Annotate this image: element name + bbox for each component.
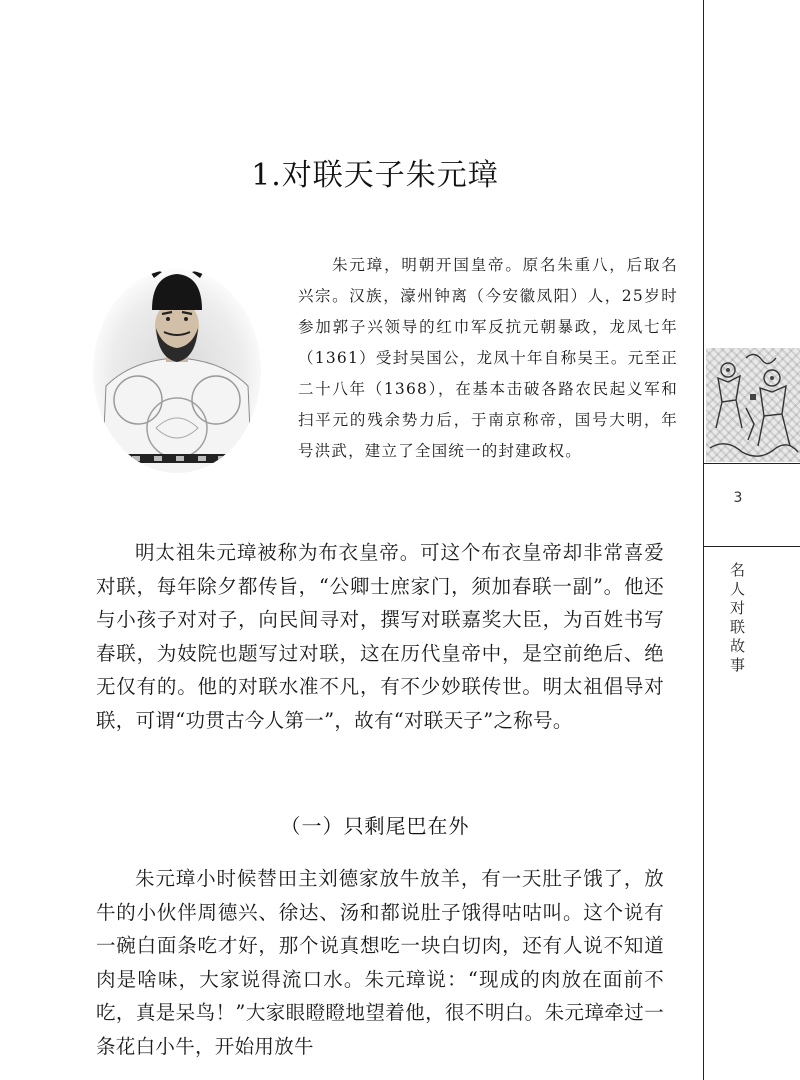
section-heading: （一）只剩尾巴在外 — [280, 814, 470, 838]
margin-rule-bottom — [703, 546, 800, 547]
margin-rule-top — [703, 463, 800, 464]
body-paragraph-2: 朱元璋小时候替田主刘德家放牛放羊，有一天肚子饿了，放牛的小伙伴周德兴、徐达、汤和都说肚子饿得咕咕叫。这个说有一碗白面条吃才好，那个说真想吃一块白切肉，还有人说不知道肉是啥味，大家说得流口水。朱元璋说：“现成的肉放在面前不吃，真是呆鸟！”大家眼瞪瞪地望着他，很不明白。朱元璋牵过一条花白小牛，开始用放牛 — [96, 867, 664, 1058]
woodcut-figures-icon — [706, 348, 800, 462]
body-paragraph-1: 明太祖朱元璋被称为布衣皇帝。可这个布衣皇帝却非常喜爱对联，每年除夕都传旨，“公卿士庶家门，须加春联一副”。他还与小孩子对对子，向民间寻对，撰写对联嘉奖大臣，为百姓书写春联，为妓院也题写过对联，这在历代皇帝中，是空前绝后、绝无仅有的。他的对联水准不凡，有不少妙联传世。明太祖倡导对联，可谓“功贯古今人第一”，故有“对联天子”之称号。 — [96, 541, 664, 732]
margin-divider — [703, 0, 704, 1080]
emperor-portrait-icon — [92, 268, 262, 474]
chapter-title: 1.对联天子朱元璋 — [251, 158, 499, 193]
page-number: 3 — [733, 490, 743, 506]
running-book-title: 名人对联故事 — [728, 562, 746, 676]
biography-text: 朱元璋，明朝开国皇帝。原名朱重八，后取名兴宗。汉族，濠州钟离（今安徽凤阳）人，25岁时参加郭子兴领导的红巾军反抗元朝暴政，龙凤七年（1361）受封吴国公，龙凤十年自称吴王。元至正二十八年（1368），在基本击破各路农民起义军和扫平元的残余势力后，于南京称帝，国号大明，年号洪武，建立了全国统一的封建政权。 — [298, 256, 678, 460]
